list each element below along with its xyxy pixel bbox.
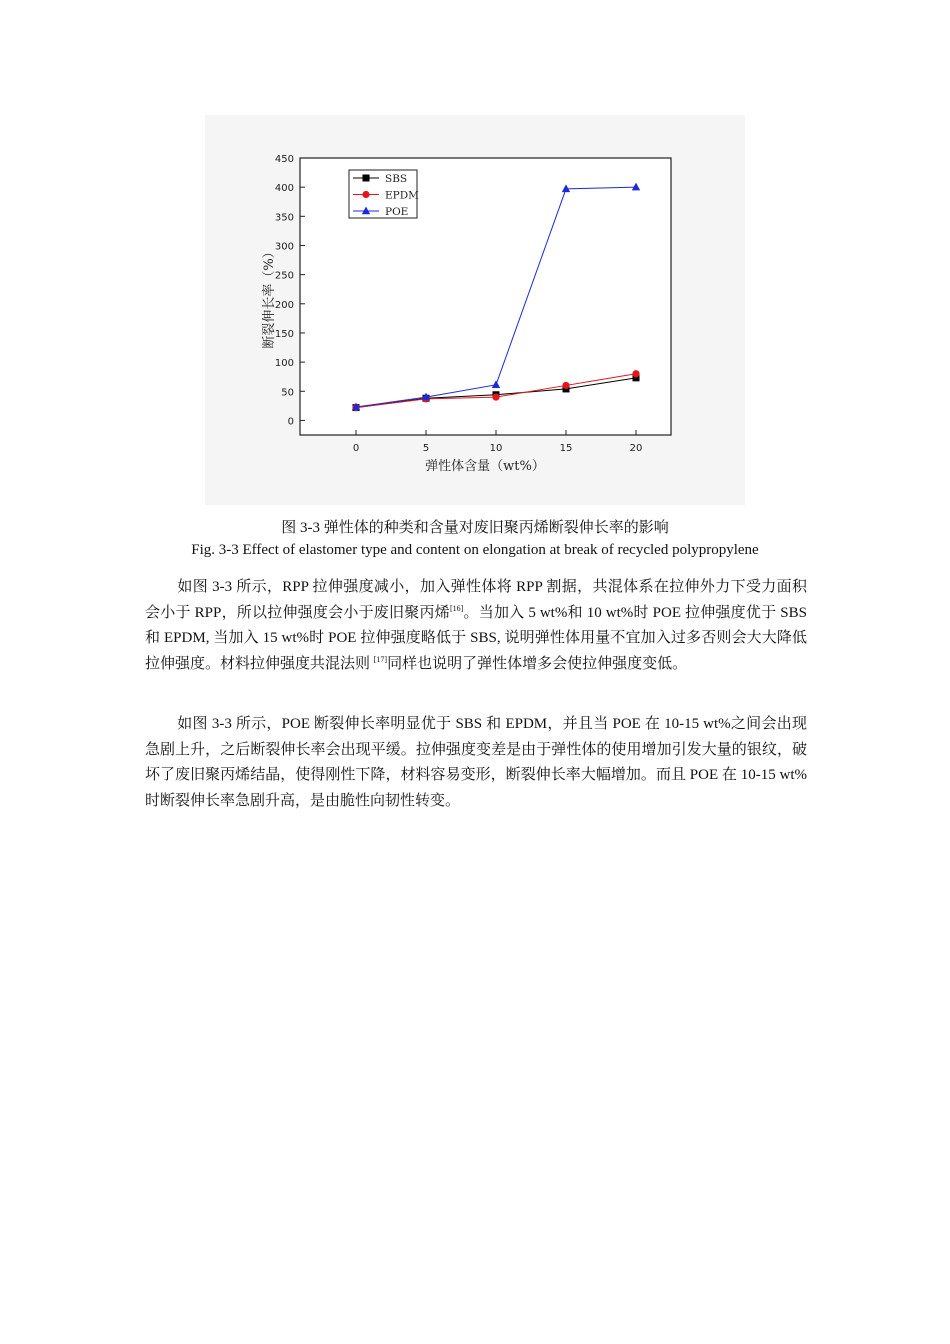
figure <box>205 115 745 505</box>
legend-sbs-marker <box>363 175 370 182</box>
paragraph-1-text-a: 如图 3-3 所示，RPP 拉伸强度减小，加入弹性体将 RPP 割据，共混体系在拉伸外力下受力面积会小于 RPP，所以拉伸强度会小于废旧聚丙烯 <box>145 579 807 621</box>
series-epdm-point <box>632 370 639 377</box>
y-tick-label: 50 <box>281 387 294 399</box>
y-tick-label: 450 <box>274 154 294 165</box>
x-tick-label: 0 <box>352 443 360 454</box>
x-tick-label: 15 <box>559 443 573 454</box>
x-axis-label: 弹性体含量（wt%） <box>425 459 545 474</box>
figure-caption-english: Fig. 3-3 Effect of elastomer type and content on elongation at break of recycled polypropylene <box>191 542 759 558</box>
paragraph-1-text-b: 。当加入 5 wt%和 10 wt%时 POE 拉伸强度优于 SBS 和 EPDM, 当加入 15 wt%时 POE 拉伸强度略低于 SBS, 说明弹性体用量不宜加入过多否则会大大降低拉伸强度。材料拉伸强度共混法则 <box>145 604 807 672</box>
y-axis-label: 断裂伸长率（%） <box>262 245 277 349</box>
elongation-chart <box>205 115 745 505</box>
legend-epdm-label: EPDM <box>385 189 419 202</box>
legend-poe-label: POE <box>385 206 409 218</box>
y-tick-label: 0 <box>287 416 294 428</box>
citation-16: [16] <box>449 603 464 613</box>
legend-epdm-marker <box>362 191 369 198</box>
series-epdm-point <box>492 393 499 400</box>
legend-sbs-label: SBS <box>385 173 408 185</box>
figure-caption-chinese: 图 3-3 弹性体的种类和含量对废旧聚丙烯断裂伸长率的影响 <box>281 520 669 536</box>
y-tick-label: 350 <box>274 212 294 224</box>
body-paragraph-1 <box>145 575 807 677</box>
y-tick-label: 400 <box>274 183 294 195</box>
y-tick-label: 200 <box>274 299 294 311</box>
y-tick-label: 300 <box>274 241 294 253</box>
paragraph-1-text-c: 同样也说明了弹性体增多会使拉伸强度变低。 <box>387 655 688 672</box>
series-epdm-point <box>562 382 569 389</box>
y-tick-label: 100 <box>274 358 294 370</box>
citation-17: [17] <box>373 654 388 664</box>
body-paragraph-2 <box>145 712 807 814</box>
paragraph-2-text: 如图 3-3 所示，POE 断裂伸长率明显优于 SBS 和 EPDM，并且当 POE 在 10-15 wt%之间会出现急剧上升，之后断裂伸长率会出现平缓。拉伸强度变差是由于弹性体的使用增加引发大量的银纹，破坏了废旧聚丙烯结晶，使得刚性下降，材料容易变形，断裂伸长率大幅增加。而且 POE 在 10-15 wt%时断裂伸长率急剧升高，是由脆性向韧性转变。 <box>145 716 807 809</box>
y-tick-label: 150 <box>274 328 294 340</box>
y-tick-label: 250 <box>274 270 294 282</box>
x-tick-label: 5 <box>422 443 430 454</box>
x-tick-label: 10 <box>489 443 503 454</box>
x-tick-label: 20 <box>629 443 643 454</box>
